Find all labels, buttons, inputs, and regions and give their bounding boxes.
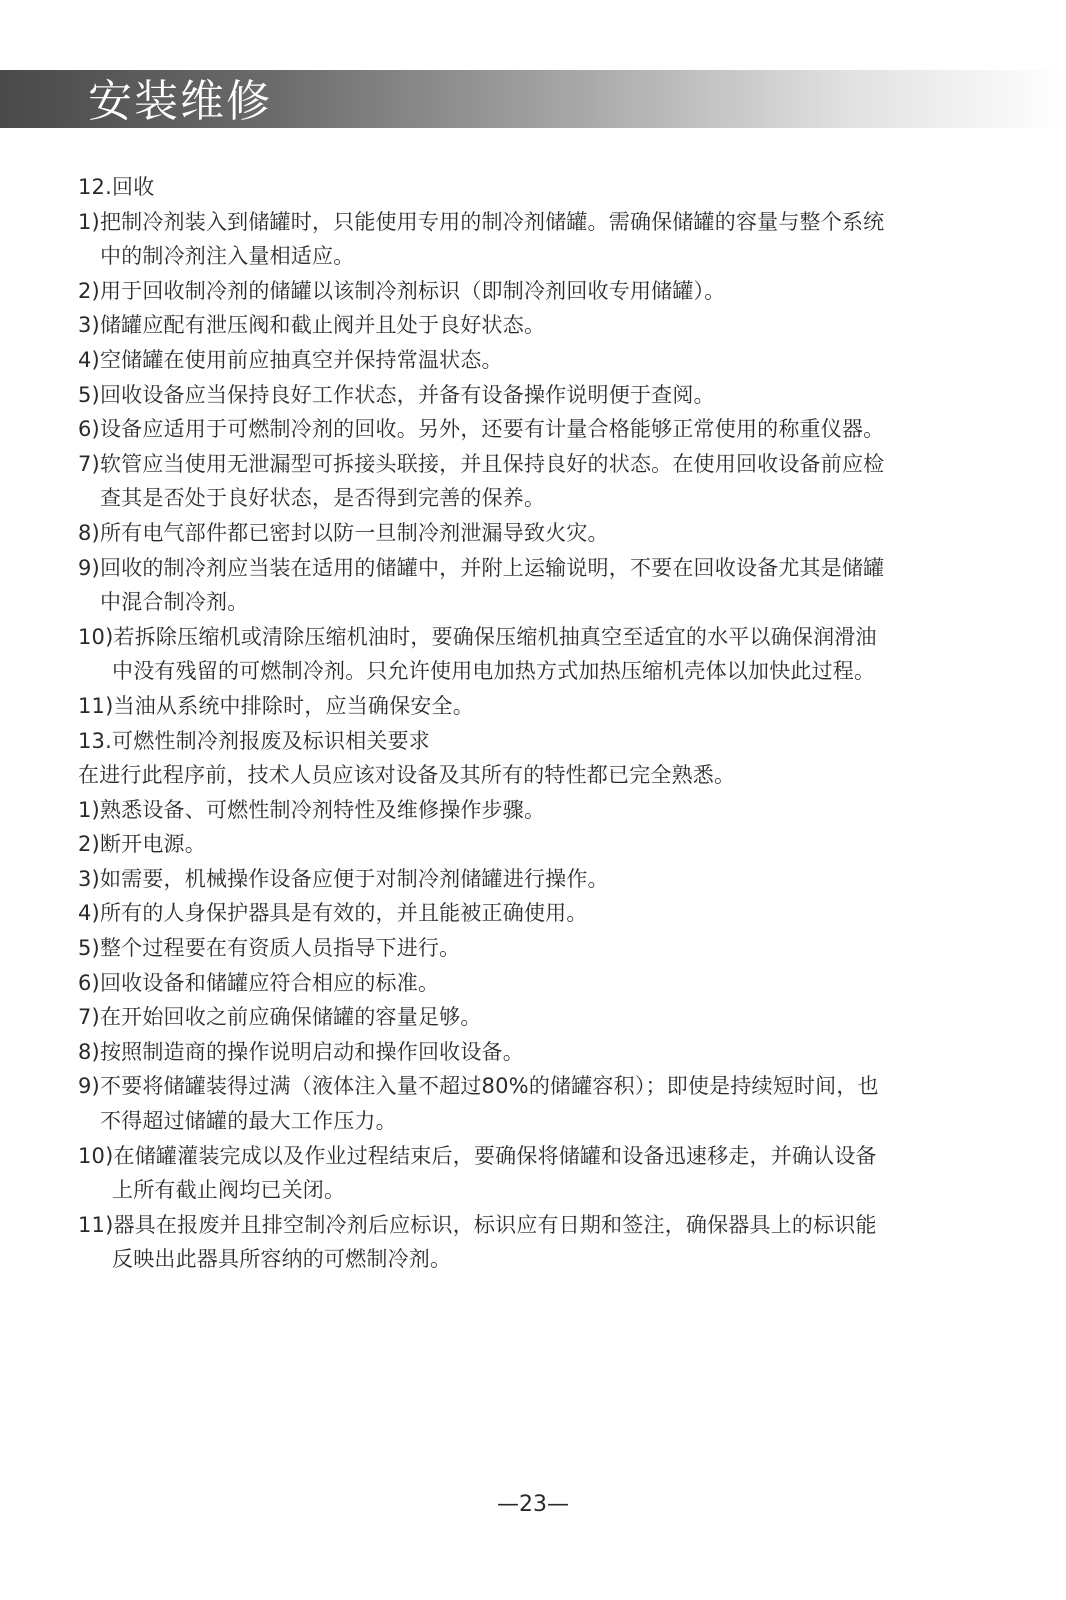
list-item-continuation: 查其是否处于良好状态，是否得到完善的保养。 [100, 486, 546, 511]
section-heading-disposal: 13.可燃性制冷剂报废及标识相关要求 [78, 728, 430, 753]
list-item: 2)用于回收制冷剂的储罐以该制冷剂标识（即制冷剂回收专用储罐）。 [78, 278, 726, 303]
list-item: 7)在开始回收之前应确保储罐的容量足够。 [78, 1005, 482, 1030]
list-item: 8)按照制造商的操作说明启动和操作回收设备。 [78, 1039, 524, 1064]
page-title: 安装维修 [88, 76, 272, 127]
list-item: 6)回收设备和储罐应符合相应的标准。 [78, 970, 440, 995]
list-item-continuation: 中混合制冷剂。 [100, 590, 249, 615]
list-item-continuation: 中的制冷剂注入量相适应。 [100, 244, 355, 269]
list-item: 4)空储罐在使用前应抽真空并保持常温状态。 [78, 347, 503, 372]
document-body [78, 170, 983, 1277]
list-item: 9)不要将储罐装得过满（液体注入量不超过80%的储罐容积）；即使是持续短时间，也 [78, 1074, 879, 1099]
list-item: 8)所有电气部件都已密封以防一旦制冷剂泄漏导致火灾。 [78, 520, 609, 545]
list-item: 10)若拆除压缩机或清除压缩机油时，要确保压缩机抽真空至适宜的水平以确保润滑油 [78, 624, 877, 649]
list-item: 4)所有的人身保护器具是有效的，并且能被正确使用。 [78, 901, 588, 926]
list-item: 3)如需要，机械操作设备应便于对制冷剂储罐进行操作。 [78, 866, 609, 891]
intro-paragraph: 在进行此程序前，技术人员应该对设备及其所有的特性都已完全熟悉。 [78, 763, 736, 788]
list-item: 11)器具在报废并且排空制冷剂后应标识，标识应有日期和签注，确保器具上的标识能 [78, 1212, 877, 1237]
list-item: 7)软管应当使用无泄漏型可拆接头联接，并且保持良好的状态。在使用回收设备前应检 [78, 451, 885, 476]
list-item: 10)在储罐灌装完成以及作业过程结束后，要确保将储罐和设备迅速移走，并确认设备 [78, 1143, 877, 1168]
list-item: 3)储罐应配有泄压阀和截止阀并且处于良好状态。 [78, 313, 546, 338]
section-heading-recovery: 12.回收 [78, 175, 155, 199]
list-item-continuation: 上所有截止阀均已关闭。 [112, 1178, 346, 1203]
list-item: 11)当油从系统中排除时，应当确保安全。 [78, 693, 474, 718]
list-item: 2)断开电源。 [78, 832, 206, 857]
list-item: 9)回收的制冷剂应当装在适用的储罐中，并附上运输说明，不要在回收设备尤其是储罐 [78, 555, 885, 580]
list-item: 5)整个过程要在有资质人员指导下进行。 [78, 936, 461, 961]
page-number: —23— [497, 1492, 569, 1517]
list-item: 1)把制冷剂装入到储罐时，只能使用专用的制冷剂储罐。需确保储罐的容量与整个系统 [78, 209, 885, 234]
list-item: 5)回收设备应当保持良好工作状态，并备有设备操作说明便于查阅。 [78, 382, 715, 407]
list-item-continuation: 反映出此器具所容纳的可燃制冷剂。 [112, 1247, 452, 1272]
list-item: 6)设备应适用于可燃制冷剂的回收。另外，还要有计量合格能够正常使用的称重仪器。 [78, 417, 885, 442]
list-item: 1)熟悉设备、可燃性制冷剂特性及维修操作步骤。 [78, 797, 546, 822]
list-item-continuation: 不得超过储罐的最大工作压力。 [100, 1109, 397, 1134]
list-item-continuation: 中没有残留的可燃制冷剂。只允许使用电加热方式加热压缩机壳体以加快此过程。 [112, 659, 876, 684]
